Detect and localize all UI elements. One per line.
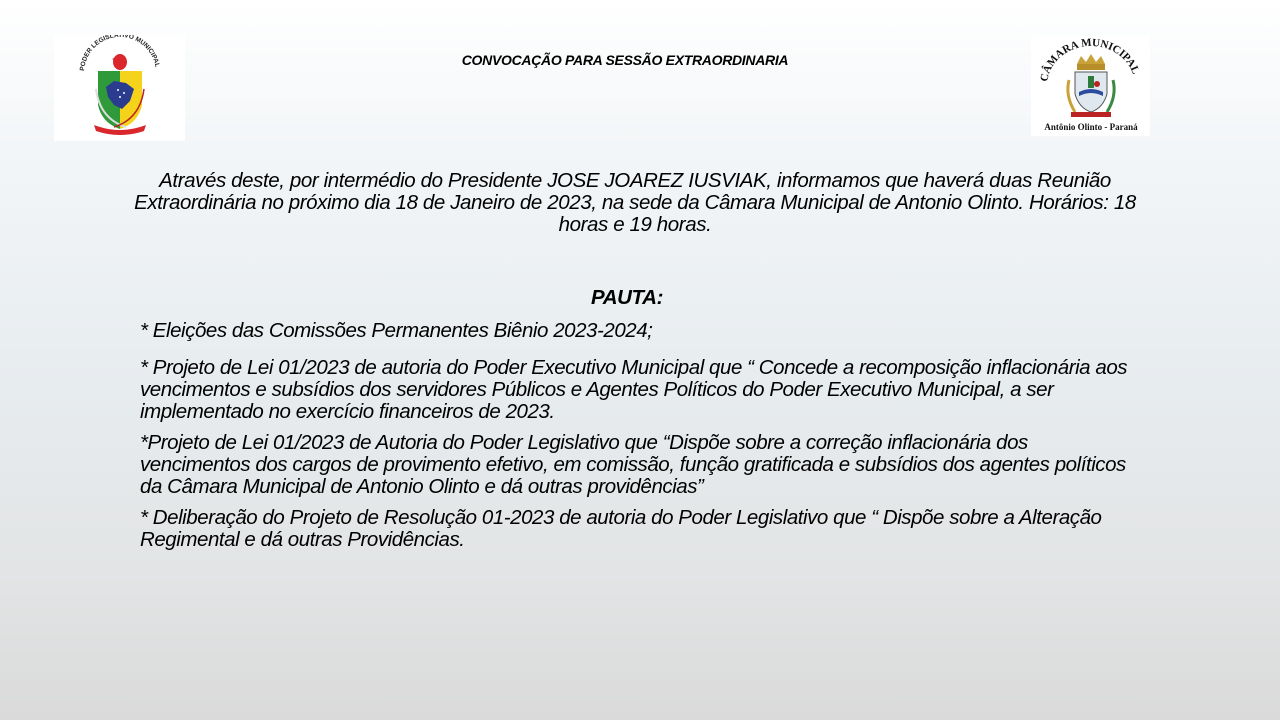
poder-legislativo-logo: [54, 35, 185, 141]
convocation-intro: Através deste, por intermédio do Presidente JOSE JOAREZ IUSVIAK, informamos que haverá duas Reunião Extraordinária no próximo dia 18 de Janeiro de 2023, na sede da Câmara Municipal de Antonio Olinto. Horários: 18 horas e 19 horas.: [134, 169, 1136, 236]
coat-of-arms-icon: [54, 35, 185, 141]
svg-text:PODER LEGISLATIVO MUNICIPAL: PODER LEGISLATIVO MUNICIPAL: [79, 35, 161, 72]
document-title: CONVOCAÇÃO PARA SESSÃO EXTRAORDINARIA: [461, 52, 789, 68]
agenda-heading: PAUTA:: [591, 286, 663, 309]
agenda-item: *Projeto de Lei 01/2023 de Autoria do Poder Legislativo que “Dispõe sobre a correção inflacionária dos vencimentos dos cargos de provimento efetivo, em comissão, função gratificada e subsídios dos agentes políticos da Câmara Municipal de Antonio Olinto e dá outras providências”: [140, 431, 1126, 498]
svg-text:CÂMARA MUNICIPAL: CÂMARA MUNICIPAL: [1038, 36, 1142, 83]
crest-bottom-label: Antônio Olinto - Paraná: [1044, 122, 1138, 132]
agenda-item: * Deliberação do Projeto de Resolução 01-2023 de autoria do Poder Legislativo que “ Dispõe sobre a Alteração Regimental e dá outras Providências.: [140, 506, 1102, 551]
agenda-item: * Projeto de Lei 01/2023 de autoria do Poder Executivo Municipal que “ Concede a recomposição inflacionária aos vencimentos e subsídios dos servidores Públicos e Agentes Políticos do Poder Executivo Municipal, a ser implementado no exercício financeiros de 2023.: [140, 356, 1128, 423]
crest-icon: [1031, 36, 1150, 136]
camara-municipal-logo: [1031, 36, 1150, 136]
agenda-list: [140, 320, 1130, 560]
agenda-item: * Eleições das Comissões Permanentes Biênio 2023-2024;: [140, 319, 653, 342]
